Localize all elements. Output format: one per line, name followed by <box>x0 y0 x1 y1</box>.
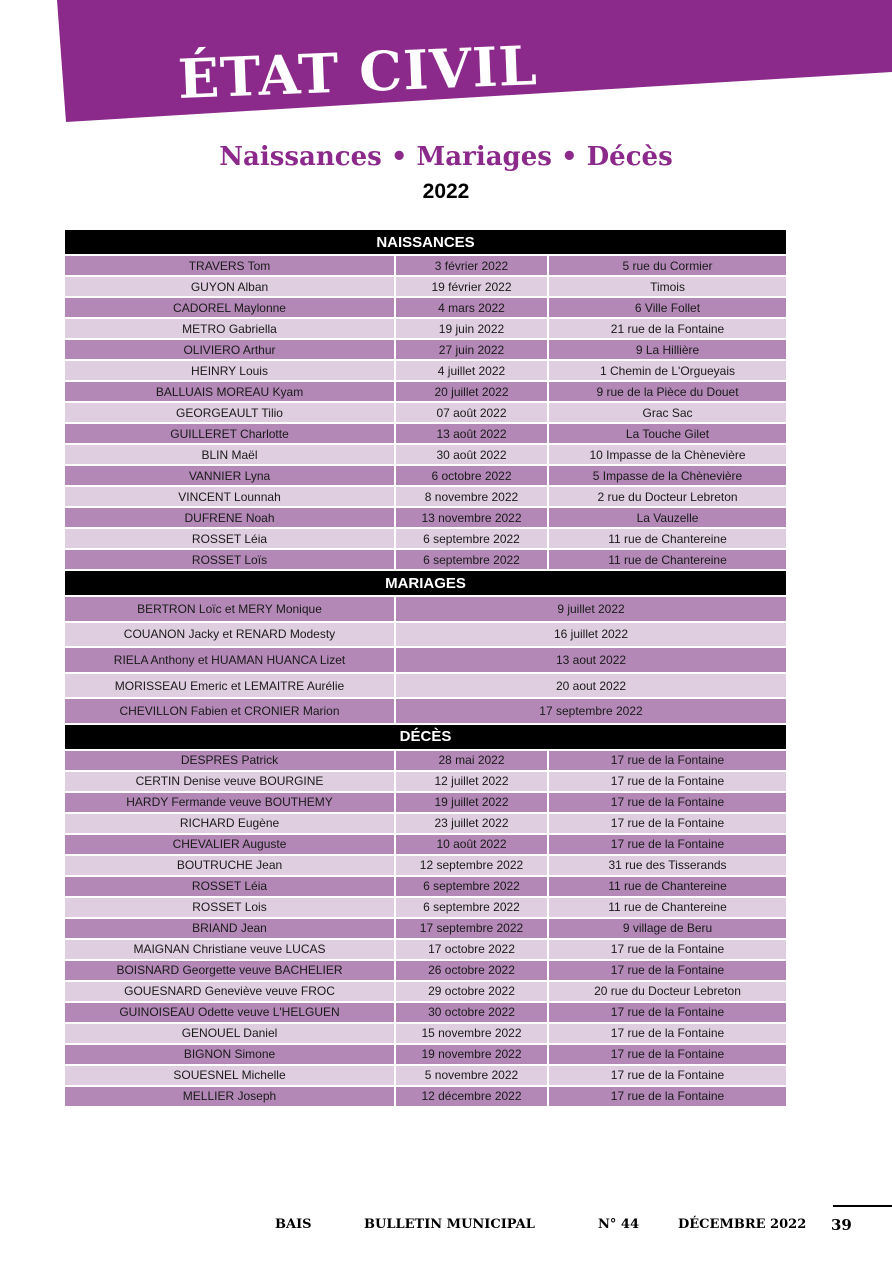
address-cell: 17 rue de la Fontaine <box>548 792 786 813</box>
date-cell: 26 octobre 2022 <box>395 960 548 981</box>
date-cell: 17 septembre 2022 <box>395 698 786 724</box>
date-cell: 5 novembre 2022 <box>395 1065 548 1086</box>
person-name-cell: CERTIN Denise veuve BOURGINE <box>65 771 395 792</box>
footer-publication: BULLETIN MUNICIPAL <box>364 1217 535 1232</box>
address-cell: 11 rue de Chantereine <box>548 549 786 570</box>
table-row <box>65 465 786 486</box>
table-row <box>65 318 786 339</box>
date-cell: 30 août 2022 <box>395 444 548 465</box>
table-row <box>65 381 786 402</box>
person-name-cell: DESPRES Patrick <box>65 750 395 771</box>
date-cell: 6 octobre 2022 <box>395 465 548 486</box>
person-name-cell: MELLIER Joseph <box>65 1086 395 1107</box>
person-name-cell: ROSSET Lois <box>65 897 395 918</box>
date-cell: 13 aout 2022 <box>395 647 786 673</box>
date-cell: 12 septembre 2022 <box>395 855 548 876</box>
table-row <box>65 1023 786 1044</box>
address-cell: 11 rue de Chantereine <box>548 876 786 897</box>
deaths-heading: DÉCÈS <box>65 724 786 750</box>
person-name-cell: ROSSET Léia <box>65 528 395 549</box>
births-section <box>65 230 786 570</box>
date-cell: 07 août 2022 <box>395 402 548 423</box>
year-label: 2022 <box>422 180 470 203</box>
deaths-section <box>65 724 786 1107</box>
section-subtitle: Naissances • Mariages • Décès <box>219 142 673 172</box>
address-cell: Grac Sac <box>548 402 786 423</box>
person-name-cell: CHEVALIER Auguste <box>65 834 395 855</box>
table-row <box>65 255 786 276</box>
person-name-cell: GUINOISEAU Odette veuve L'HELGUEN <box>65 1002 395 1023</box>
table-row <box>65 792 786 813</box>
table-row <box>65 339 786 360</box>
table-row <box>65 1002 786 1023</box>
address-cell: 17 rue de la Fontaine <box>548 771 786 792</box>
address-cell: 9 rue de la Pièce du Douet <box>548 381 786 402</box>
person-name-cell: DUFRENE Noah <box>65 507 395 528</box>
address-cell: La Touche Gilet <box>548 423 786 444</box>
date-cell: 6 septembre 2022 <box>395 549 548 570</box>
table-row <box>65 918 786 939</box>
address-cell: 11 rue de Chantereine <box>548 528 786 549</box>
table-row <box>65 549 786 570</box>
page-title: ÉTAT CIVIL <box>176 33 539 111</box>
address-cell: 17 rue de la Fontaine <box>548 813 786 834</box>
address-cell: 17 rue de la Fontaine <box>548 1044 786 1065</box>
address-cell: Timois <box>548 276 786 297</box>
person-name-cell: RICHARD Eugène <box>65 813 395 834</box>
address-cell: 17 rue de la Fontaine <box>548 834 786 855</box>
person-name-cell: MAIGNAN Christiane veuve LUCAS <box>65 939 395 960</box>
table-row <box>65 813 786 834</box>
couple-names-cell: RIELA Anthony et HUAMAN HUANCA Lizet <box>65 647 395 673</box>
person-name-cell: GENOUEL Daniel <box>65 1023 395 1044</box>
address-cell: 11 rue de Chantereine <box>548 897 786 918</box>
person-name-cell: SOUESNEL Michelle <box>65 1065 395 1086</box>
table-row <box>65 596 786 622</box>
couple-names-cell: COUANON Jacky et RENARD Modesty <box>65 622 395 648</box>
person-name-cell: OLIVIERO Arthur <box>65 339 395 360</box>
person-name-cell: BLIN Maël <box>65 444 395 465</box>
table-row <box>65 276 786 297</box>
person-name-cell: BOISNARD Georgette veuve BACHELIER <box>65 960 395 981</box>
address-cell: 6 Ville Follet <box>548 297 786 318</box>
address-cell: La Vauzelle <box>548 507 786 528</box>
footer-rule <box>833 1205 892 1207</box>
address-cell: 2 rue du Docteur Lebreton <box>548 486 786 507</box>
table-row <box>65 1086 786 1107</box>
table-row <box>65 1044 786 1065</box>
person-name-cell: METRO Gabriella <box>65 318 395 339</box>
person-name-cell: VANNIER Lyna <box>65 465 395 486</box>
date-cell: 23 juillet 2022 <box>395 813 548 834</box>
table-row <box>65 622 786 648</box>
table-row <box>65 402 786 423</box>
marriages-section <box>65 570 786 724</box>
date-cell: 4 juillet 2022 <box>395 360 548 381</box>
person-name-cell: BALLUAIS MOREAU Kyam <box>65 381 395 402</box>
table-row <box>65 423 786 444</box>
person-name-cell: ROSSET Léia <box>65 876 395 897</box>
person-name-cell: HEINRY Louis <box>65 360 395 381</box>
date-cell: 28 mai 2022 <box>395 750 548 771</box>
table-row <box>65 1065 786 1086</box>
date-cell: 10 août 2022 <box>395 834 548 855</box>
date-cell: 27 juin 2022 <box>395 339 548 360</box>
table-row <box>65 771 786 792</box>
date-cell: 13 novembre 2022 <box>395 507 548 528</box>
address-cell: 17 rue de la Fontaine <box>548 1023 786 1044</box>
table-row <box>65 855 786 876</box>
couple-names-cell: MORISSEAU Emeric et LEMAITRE Aurélie <box>65 673 395 699</box>
date-cell: 13 août 2022 <box>395 423 548 444</box>
date-cell: 6 septembre 2022 <box>395 528 548 549</box>
date-cell: 9 juillet 2022 <box>395 596 786 622</box>
table-row <box>65 360 786 381</box>
date-cell: 12 juillet 2022 <box>395 771 548 792</box>
table-row <box>65 834 786 855</box>
footer-date: DÉCEMBRE 2022 <box>678 1217 807 1232</box>
date-cell: 30 octobre 2022 <box>395 1002 548 1023</box>
table-row <box>65 444 786 465</box>
table-row <box>65 960 786 981</box>
address-cell: 17 rue de la Fontaine <box>548 1002 786 1023</box>
table-row <box>65 897 786 918</box>
address-cell: 31 rue des Tisserands <box>548 855 786 876</box>
address-cell: 20 rue du Docteur Lebreton <box>548 981 786 1002</box>
address-cell: 9 village de Beru <box>548 918 786 939</box>
date-cell: 4 mars 2022 <box>395 297 548 318</box>
address-cell: 5 rue du Cormier <box>548 255 786 276</box>
date-cell: 8 novembre 2022 <box>395 486 548 507</box>
table-row <box>65 486 786 507</box>
header-banner <box>0 0 892 130</box>
table-row <box>65 750 786 771</box>
address-cell: 17 rue de la Fontaine <box>548 1065 786 1086</box>
person-name-cell: GUILLERET Charlotte <box>65 423 395 444</box>
address-cell: 1 Chemin de L'Orgueyais <box>548 360 786 381</box>
date-cell: 6 septembre 2022 <box>395 876 548 897</box>
address-cell: 17 rue de la Fontaine <box>548 939 786 960</box>
person-name-cell: HARDY Fermande veuve BOUTHEMY <box>65 792 395 813</box>
person-name-cell: CADOREL Maylonne <box>65 297 395 318</box>
table-row <box>65 981 786 1002</box>
date-cell: 19 juillet 2022 <box>395 792 548 813</box>
table-row <box>65 939 786 960</box>
person-name-cell: BIGNON Simone <box>65 1044 395 1065</box>
date-cell: 3 février 2022 <box>395 255 548 276</box>
table-row <box>65 876 786 897</box>
date-cell: 20 aout 2022 <box>395 673 786 699</box>
date-cell: 17 octobre 2022 <box>395 939 548 960</box>
couple-names-cell: BERTRON Loïc et MERY Monique <box>65 596 395 622</box>
date-cell: 17 septembre 2022 <box>395 918 548 939</box>
date-cell: 19 février 2022 <box>395 276 548 297</box>
address-cell: 17 rue de la Fontaine <box>548 750 786 771</box>
address-cell: 10 Impasse de la Chènevière <box>548 444 786 465</box>
date-cell: 19 novembre 2022 <box>395 1044 548 1065</box>
footer-issue: N° 44 <box>598 1217 639 1232</box>
table-row <box>65 297 786 318</box>
date-cell: 6 septembre 2022 <box>395 897 548 918</box>
date-cell: 19 juin 2022 <box>395 318 548 339</box>
date-cell: 29 octobre 2022 <box>395 981 548 1002</box>
person-name-cell: TRAVERS Tom <box>65 255 395 276</box>
person-name-cell: BOUTRUCHE Jean <box>65 855 395 876</box>
person-name-cell: GOUESNARD Geneviève veuve FROC <box>65 981 395 1002</box>
page-footer <box>0 1217 892 1237</box>
address-cell: 17 rue de la Fontaine <box>548 1086 786 1107</box>
date-cell: 12 décembre 2022 <box>395 1086 548 1107</box>
table-row <box>65 528 786 549</box>
address-cell: 21 rue de la Fontaine <box>548 318 786 339</box>
table-row <box>65 507 786 528</box>
person-name-cell: BRIAND Jean <box>65 918 395 939</box>
table-row <box>65 673 786 699</box>
person-name-cell: GUYON Alban <box>65 276 395 297</box>
address-cell: 5 Impasse de la Chènevière <box>548 465 786 486</box>
date-cell: 20 juillet 2022 <box>395 381 548 402</box>
person-name-cell: VINCENT Lounnah <box>65 486 395 507</box>
civil-registry-table <box>65 230 786 1108</box>
footer-town: BAIS <box>275 1217 312 1232</box>
marriages-heading: MARIAGES <box>65 570 786 596</box>
table-row <box>65 647 786 673</box>
address-cell: 17 rue de la Fontaine <box>548 960 786 981</box>
table-row <box>65 698 786 724</box>
page-number: 39 <box>831 1216 852 1234</box>
couple-names-cell: CHEVILLON Fabien et CRONIER Marion <box>65 698 395 724</box>
person-name-cell: GEORGEAULT Tilio <box>65 402 395 423</box>
births-heading: NAISSANCES <box>65 230 786 255</box>
address-cell: 9 La Hillière <box>548 339 786 360</box>
date-cell: 16 juillet 2022 <box>395 622 786 648</box>
person-name-cell: ROSSET Loïs <box>65 549 395 570</box>
date-cell: 15 novembre 2022 <box>395 1023 548 1044</box>
